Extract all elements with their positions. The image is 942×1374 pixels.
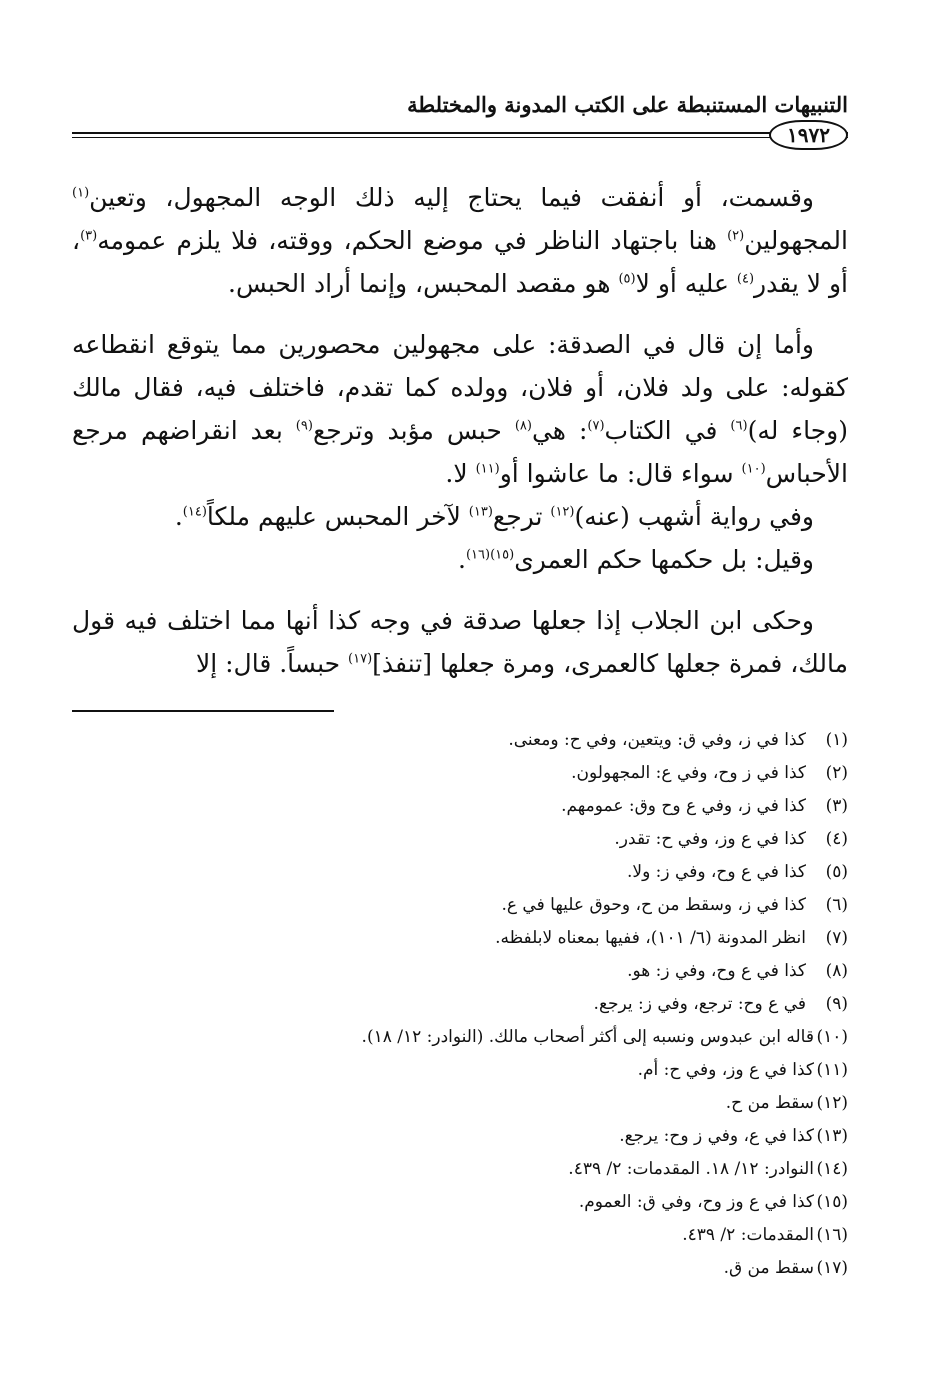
text-run: حبساً. قال: إلا xyxy=(195,649,349,678)
footnote-item xyxy=(72,1186,848,1219)
footnote-item xyxy=(72,823,848,856)
body-paragraph xyxy=(72,538,848,581)
text-run: وقسمت، أو أنفقت فيما يحتاج إليه ذلك الوجه المجهول، وتعين xyxy=(89,183,814,212)
footnote-text: انظر المدونة (٦/ ١٠١)، ففيها بمعناه لابلفظه. xyxy=(495,928,806,948)
footnote-text: كذا في ع وح، وفي ز: هو. xyxy=(627,961,806,981)
text-run: حبس مؤبد وترجع xyxy=(312,416,515,445)
footnote-number: (١١) xyxy=(816,1060,848,1080)
footnote-marker: (١) xyxy=(72,185,90,201)
footnote-marker: (١٤) xyxy=(182,504,207,520)
footnote-item xyxy=(72,955,848,988)
double-rule xyxy=(72,132,848,138)
footnote-number: (٧) xyxy=(825,928,848,948)
footnote-marker: (٤) xyxy=(736,271,755,287)
footnote-number: (١٤) xyxy=(816,1159,848,1179)
footnote-text: كذا في ز وح، وفي ع: المجهولون. xyxy=(571,763,806,783)
footnotes xyxy=(72,724,848,1285)
footnote-marker: (٥) xyxy=(618,271,636,287)
footnote-number: (١٦) xyxy=(816,1225,848,1245)
footnote-text: المقدمات: ٢/ ٤٣٩. xyxy=(682,1225,814,1245)
running-title: التنبيهات المستنبطة على الكتب المدونة والمختلطة xyxy=(407,92,848,117)
footnote-marker: (١١) xyxy=(475,461,500,477)
footnote-divider xyxy=(72,710,334,712)
text-run: وحكى ابن الجلاب إذا جعلها صدقة في وجه كذا أنها مما اختلف فيه قول مالك، فمرة جعلها كالعمرى، ومرة جعلها [تنفذ] xyxy=(72,606,848,678)
text-run: وقيل: بل حكمها حكم العمرى xyxy=(514,545,814,574)
footnote-marker: (٢) xyxy=(727,228,745,244)
book-page xyxy=(72,82,848,1278)
footnote-item xyxy=(72,1021,848,1054)
header-rule xyxy=(72,123,848,147)
text-run: المجهولين xyxy=(744,226,848,255)
main-text xyxy=(72,176,848,685)
footnote-number: (١٥) xyxy=(816,1192,848,1212)
footnote-number: (١٠) xyxy=(816,1027,848,1047)
body-paragraph xyxy=(72,599,848,685)
text-run: : هي xyxy=(531,416,588,445)
text-run: هنا باجتهاد الناظر في موضع الحكم، ووقته، فلا يلزم عمومه xyxy=(97,226,728,255)
text-run: سواء قال: ما عاشوا أو xyxy=(499,459,742,488)
footnote-marker: (٦) xyxy=(730,418,748,434)
text-run: ، أو لا يقدر xyxy=(72,226,848,298)
text-run: ترجع xyxy=(492,502,551,531)
footnote-marker: (١٠) xyxy=(741,461,766,477)
footnote-number: (٥) xyxy=(825,862,848,882)
footnote-item xyxy=(72,790,848,823)
footnote-text: كذا في ع، وفي ز وح: يرجع. xyxy=(619,1126,814,1146)
footnote-marker: (١٧) xyxy=(348,651,373,667)
footnote-marker: (١٣) xyxy=(468,504,493,520)
text-run: بعد انقراضهم مرجع الأحباس xyxy=(72,416,848,488)
page-number: ١٩٧٢ xyxy=(769,120,848,150)
footnote-number: (٨) xyxy=(825,961,848,981)
text-run: . xyxy=(458,545,466,574)
footnote-item xyxy=(72,889,848,922)
text-run: عليه أو لا xyxy=(635,269,737,298)
footnote-marker: (٧) xyxy=(587,418,605,434)
footnote-text: كذا في ز، وفي ق: ويتعين، وفي ح: ومعنى. xyxy=(508,730,806,750)
footnote-item xyxy=(72,724,848,757)
footnote-marker: (١٢) xyxy=(550,504,575,520)
body-paragraph xyxy=(72,176,848,305)
footnote-text: كذا في ز، وفي ع وح وق: عمومهم. xyxy=(561,796,806,816)
text-run: . xyxy=(174,502,183,531)
footnote-number: (٤) xyxy=(825,829,848,849)
footnote-item xyxy=(72,988,848,1021)
footnote-number: (٣) xyxy=(825,796,848,816)
footnote-text: كذا في ع وح، وفي ز: ولا. xyxy=(626,862,806,882)
footnote-item xyxy=(72,1054,848,1087)
text-run: لا. xyxy=(445,459,476,488)
footnote-item xyxy=(72,1252,848,1285)
footnote-item xyxy=(72,757,848,790)
footnote-text: سقط من ح. xyxy=(725,1093,814,1113)
footnote-item xyxy=(72,1087,848,1120)
footnote-text: سقط من ق. xyxy=(723,1258,814,1278)
footnote-marker: (٨) xyxy=(514,418,532,434)
footnote-marker: (١٥)(١٦) xyxy=(465,547,515,563)
text-run: لآخر المحبس عليهم ملكاً xyxy=(206,502,469,531)
footnote-number: (٦) xyxy=(825,895,848,915)
text-run: وفي رواية أشهب (عنه) xyxy=(574,502,814,531)
footnote-text: كذا في ع وز، وفي ح: أم. xyxy=(637,1060,814,1080)
footnote-text: قاله ابن عبدوس ونسبه إلى أكثر أصحاب مالك. (النوادر: ١٢/ ١٨). xyxy=(361,1027,814,1047)
footnote-text: كذا في ع وز، وفي ح: تقدر. xyxy=(614,829,806,849)
footnote-marker: (٩) xyxy=(295,418,313,434)
footnote-text: النوادر: ١٢/ ١٨. المقدمات: ٢/ ٤٣٩. xyxy=(568,1159,814,1179)
footnote-number: (١) xyxy=(825,730,848,750)
footnote-text: كذا في ز، وسقط من ح، وحوق عليها في ع. xyxy=(501,895,806,915)
footnote-item xyxy=(72,1153,848,1186)
footnote-number: (٩) xyxy=(825,994,848,1014)
page-header xyxy=(72,82,848,147)
footnote-number: (١٣) xyxy=(816,1126,848,1146)
body-paragraph xyxy=(72,323,848,495)
footnote-text: كذا في ع وز وح، وفي ق: العموم. xyxy=(578,1192,814,1212)
footnote-item xyxy=(72,856,848,889)
footnote-item xyxy=(72,1219,848,1252)
footnote-item xyxy=(72,922,848,955)
footnote-number: (١٧) xyxy=(816,1258,848,1278)
body-paragraph xyxy=(72,495,848,538)
footnote-number: (٢) xyxy=(825,763,848,783)
footnote-number: (١٢) xyxy=(816,1093,848,1113)
footnote-text: في ع وح: ترجع، وفي ز: يرجع. xyxy=(593,994,806,1014)
footnote-item xyxy=(72,1120,848,1153)
footnote-marker: (٣) xyxy=(80,228,98,244)
text-run: في الكتاب xyxy=(604,416,731,445)
text-run: هو مقصد المحبس، وإنما أراد الحبس. xyxy=(228,269,619,298)
text-run: وأما إن قال في الصدقة: على مجهولين محصورين مما يتوقع انقطاعه كقوله: على ولد فلان، أو فلان، وولده كما تقدم، فاختلف فيه، فقال مالك (وجاء له) xyxy=(72,330,848,445)
